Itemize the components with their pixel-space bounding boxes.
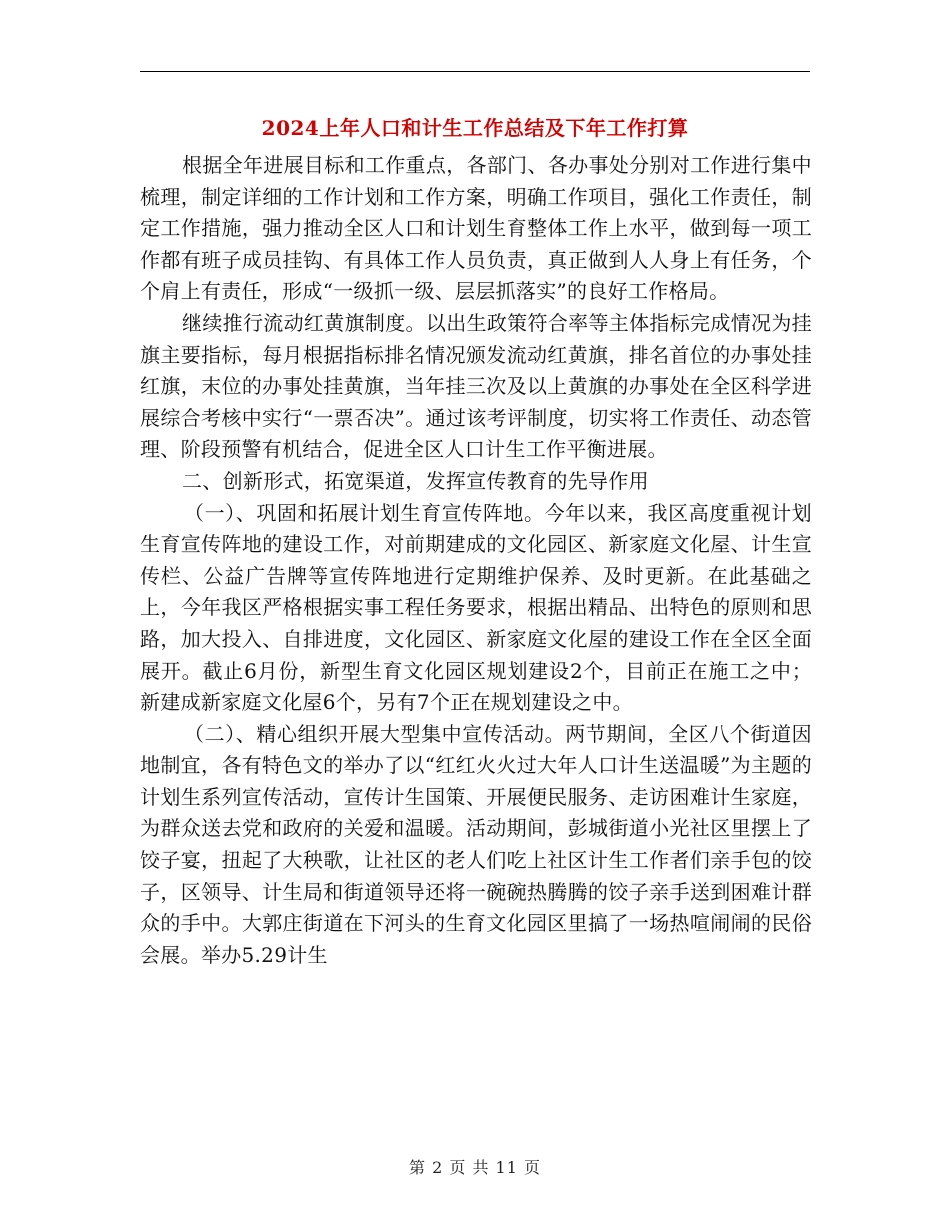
paragraph-flag-system: 继续推行流动红黄旗制度。以出生政策符合率等主体指标完成情况为挂旗主要指标，每月根据指标排名情况颁发流动红黄旗，排名首位的办事处挂红旗，末位的办事处挂黄旗，当年挂三次及以上黄旗的办事处在全区科学进展综合考核中实行“一票否决”。通过该考评制度，切实将工作责任、动态管理、阶段预警有机结合，促进全区人口计生工作平衡进展。 — [140, 310, 812, 462]
section-heading-publicity: 二、创新形式，拓宽渠道，发挥宣传教育的先导作用 — [182, 468, 649, 493]
paragraph-work-plan: 根据全年进展目标和工作重点，各部门、各办事处分别对工作进行集中梳理，制定详细的工作计划和工作方案，明确工作项目，强化工作责任，制定工作措施，强力推动全区人口和计划生育整体工作上水平，做到每一项工作都有班子成员挂钩、有具体工作人员负责，真正做到人人身上有任务，个个肩上有责任，形成“一级抓一级、层层抓落实”的良好工作格局。 — [140, 153, 812, 304]
header-rule — [140, 71, 810, 72]
document-body — [140, 150, 812, 971]
paragraph-publicity-base: （一）、巩固和拓展计划生育宣传阵地。今年以来，我区高度重视计划生育宣传阵地的建设工作，对前期建成的文化园区、新家庭文化屋、计生宣传栏、公益广告牌等宣传阵地进行定期维护保养、及时更新。在此基础之上，今年我区严格根据实事工程任务要求，根据出精品、出特色的原则和思路，加大投入、自排进度，文化园区、新家庭文化屋的建设工作在全区全面展开。截止6月份，新型生育文化园区规划建设2个，目前正在施工之中；新建成新家庭文化屋6个，另有7个正在规划建设之中。 — [140, 500, 812, 715]
document-title: 2024上年人口和计生工作总结及下年工作打算 — [261, 116, 689, 140]
paragraph-publicity-events: （二）、精心组织开展大型集中宣传活动。两节期间，全区八个街道因地制宜，各有特色文的举办了以“红红火火过大年人口计生送温暖”为主题的计划生系列宣传活动，宣传计生国策、开展便民服务、走访困难计生家庭，为群众送去党和政府的关爱和温暖。活动期间，彭城街道小光社区里摆上了饺子宴，扭起了大秧歌，让社区的老人们吃上社区计生工作者们亲手包的饺子，区领导、计生局和街道领导还将一碗碗热腾腾的饺子亲手送到困难计群众的手中。大郭庄街道在下河头的生育文化园区里搞了一场热喧闹闹的民俗会展。举办5.29计生 — [140, 721, 812, 967]
page-number: 第 2 页 共 11 页 — [409, 1158, 541, 1177]
